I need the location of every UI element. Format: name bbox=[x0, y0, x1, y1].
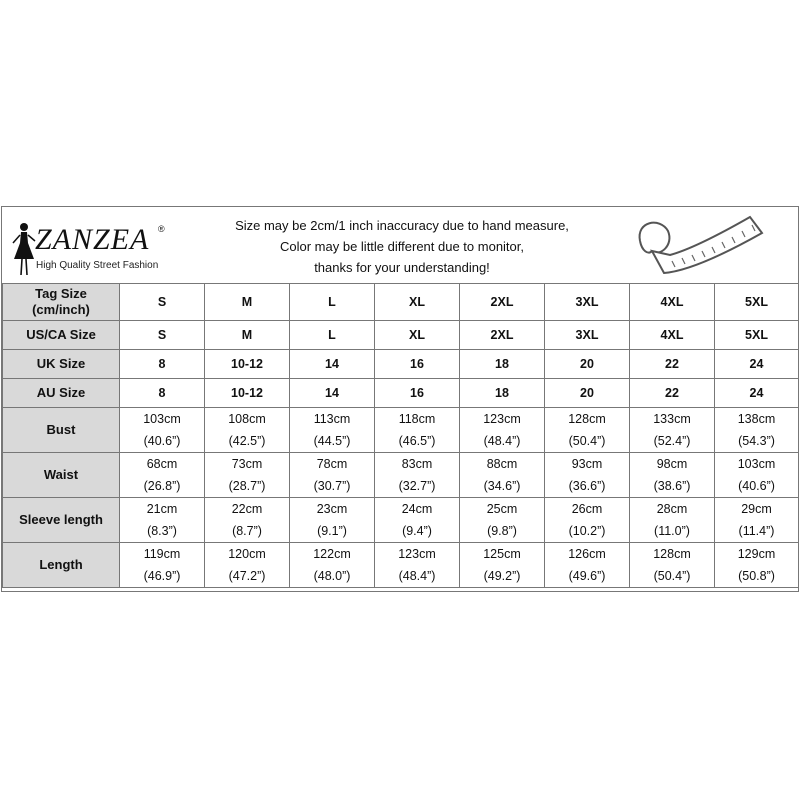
size-cell: 20 bbox=[545, 350, 630, 379]
cm-value: 83cm bbox=[401, 457, 433, 471]
cm-value: 25cm bbox=[486, 502, 518, 516]
size-cell: 2XL bbox=[460, 321, 545, 350]
measurement-row bbox=[3, 498, 799, 543]
inch-value: (46.9”) bbox=[143, 569, 181, 583]
cm-value: 103cm bbox=[143, 412, 181, 426]
cm-value: 108cm bbox=[228, 412, 266, 426]
measurement-cell bbox=[375, 408, 460, 453]
measurement-cell bbox=[630, 408, 715, 453]
measurement-cell bbox=[460, 543, 545, 588]
cm-value: 125cm bbox=[483, 547, 521, 561]
inch-value: (49.2”) bbox=[483, 569, 521, 583]
inch-value: (28.7”) bbox=[228, 479, 266, 493]
size-cell: 24 bbox=[715, 379, 799, 408]
cm-value: 24cm bbox=[401, 502, 433, 516]
measurement-cell bbox=[205, 543, 290, 588]
measurement-cell bbox=[120, 543, 205, 588]
measurement-cell bbox=[460, 408, 545, 453]
inch-value: (36.6”) bbox=[568, 479, 606, 493]
size-cell: XL bbox=[375, 321, 460, 350]
size-cell: 8 bbox=[120, 350, 205, 379]
inch-value: (52.4”) bbox=[653, 434, 691, 448]
cm-value: 28cm bbox=[656, 502, 688, 516]
cm-value: 120cm bbox=[228, 547, 266, 561]
cm-value: 126cm bbox=[568, 547, 606, 561]
size-cell: 22 bbox=[630, 379, 715, 408]
measurement-cell bbox=[545, 408, 630, 453]
cm-value: 129cm bbox=[737, 547, 776, 561]
inch-value: (54.3”) bbox=[738, 434, 775, 448]
measurement-cell bbox=[545, 453, 630, 498]
woman-silhouette-icon bbox=[10, 221, 38, 277]
inch-value: (26.8”) bbox=[143, 479, 181, 493]
measurement-cell bbox=[630, 543, 715, 588]
row-label: Bust bbox=[3, 408, 120, 453]
measurement-cell bbox=[630, 453, 715, 498]
cm-value: 103cm bbox=[737, 457, 776, 471]
inch-value: (32.7”) bbox=[398, 479, 436, 493]
inch-value: (46.5”) bbox=[398, 434, 436, 448]
measurement-cell bbox=[715, 408, 799, 453]
tag-label-line: (cm/inch) bbox=[32, 302, 90, 317]
size-cell: S bbox=[120, 321, 205, 350]
cm-value: 73cm bbox=[231, 457, 263, 471]
measurement-cell bbox=[375, 453, 460, 498]
inch-value: (47.2”) bbox=[228, 569, 266, 583]
cm-value: 133cm bbox=[653, 412, 691, 426]
inch-value: (38.6”) bbox=[653, 479, 691, 493]
inch-value: (9.1”) bbox=[317, 524, 347, 538]
chart-header bbox=[2, 207, 798, 284]
size-cell: 22 bbox=[630, 350, 715, 379]
measurement-cell bbox=[375, 498, 460, 543]
cm-value: 113cm bbox=[313, 412, 351, 426]
standard-size-row bbox=[3, 350, 799, 379]
measuring-tape-icon bbox=[630, 211, 772, 281]
size-header-cell: 5XL bbox=[715, 284, 799, 321]
cm-value: 119cm bbox=[143, 547, 181, 561]
size-header-cell: M bbox=[205, 284, 290, 321]
size-table bbox=[2, 283, 799, 588]
size-cell: 14 bbox=[290, 379, 375, 408]
inch-value: (9.8”) bbox=[487, 524, 517, 538]
cm-value: 68cm bbox=[146, 457, 178, 471]
size-cell: 8 bbox=[120, 379, 205, 408]
inch-value: (40.6”) bbox=[738, 479, 775, 493]
brand-logo bbox=[10, 215, 190, 277]
size-cell: 5XL bbox=[715, 321, 799, 350]
measurement-cell bbox=[460, 498, 545, 543]
size-cell: 24 bbox=[715, 350, 799, 379]
disclaimer-text bbox=[202, 215, 602, 278]
measurement-row bbox=[3, 453, 799, 498]
cm-value: 138cm bbox=[737, 412, 776, 426]
inch-value: (48.0”) bbox=[313, 569, 351, 583]
row-label: AU Size bbox=[3, 379, 120, 408]
inch-value: (50.4”) bbox=[653, 569, 691, 583]
size-cell: L bbox=[290, 321, 375, 350]
cm-value: 98cm bbox=[656, 457, 688, 471]
cm-value: 21cm bbox=[146, 502, 178, 516]
measurement-row bbox=[3, 408, 799, 453]
measurement-cell bbox=[460, 453, 545, 498]
size-cell: 14 bbox=[290, 350, 375, 379]
disclaimer-line: Color may be little different due to monitor, bbox=[280, 239, 524, 254]
inch-value: (50.4”) bbox=[568, 434, 606, 448]
cm-value: 23cm bbox=[316, 502, 348, 516]
measurement-row bbox=[3, 543, 799, 588]
row-label: US/CA Size bbox=[3, 321, 120, 350]
inch-value: (49.6”) bbox=[568, 569, 606, 583]
measurement-cell bbox=[630, 498, 715, 543]
brand-tagline: High Quality Street Fashion bbox=[36, 260, 159, 271]
inch-value: (30.7”) bbox=[313, 479, 351, 493]
measurement-cell bbox=[290, 453, 375, 498]
size-cell: 20 bbox=[545, 379, 630, 408]
size-cell: M bbox=[205, 321, 290, 350]
cm-value: 88cm bbox=[486, 457, 518, 471]
measurement-cell bbox=[290, 543, 375, 588]
disclaimer-line: thanks for your understanding! bbox=[314, 260, 490, 275]
cm-value: 122cm bbox=[313, 547, 351, 561]
inch-value: (40.6”) bbox=[143, 434, 181, 448]
size-cell: 4XL bbox=[630, 321, 715, 350]
row-label: UK Size bbox=[3, 350, 120, 379]
size-cell: 16 bbox=[375, 350, 460, 379]
inch-value: (9.4”) bbox=[402, 524, 432, 538]
measurement-cell bbox=[545, 543, 630, 588]
size-cell: 3XL bbox=[545, 321, 630, 350]
cm-value: 22cm bbox=[231, 502, 263, 516]
registered-mark: ® bbox=[158, 224, 165, 234]
cm-value: 128cm bbox=[568, 412, 606, 426]
size-cell: 18 bbox=[460, 379, 545, 408]
standard-size-row bbox=[3, 379, 799, 408]
measurement-cell bbox=[205, 408, 290, 453]
size-header-cell: L bbox=[290, 284, 375, 321]
measurement-cell bbox=[205, 498, 290, 543]
cm-value: 29cm bbox=[741, 502, 772, 516]
inch-value: (10.2”) bbox=[568, 524, 606, 538]
size-cell: 16 bbox=[375, 379, 460, 408]
size-header-cell: 3XL bbox=[545, 284, 630, 321]
cm-value: 123cm bbox=[398, 547, 436, 561]
measurement-cell bbox=[120, 498, 205, 543]
inch-value: (50.8”) bbox=[738, 569, 775, 583]
cm-value: 118cm bbox=[398, 412, 436, 426]
cm-value: 123cm bbox=[483, 412, 521, 426]
inch-value: (42.5”) bbox=[228, 434, 266, 448]
brand-name: ZANZEA bbox=[35, 223, 150, 256]
measurement-cell bbox=[120, 408, 205, 453]
cm-value: 78cm bbox=[316, 457, 348, 471]
inch-value: (8.7”) bbox=[232, 524, 262, 538]
measurement-cell bbox=[715, 498, 799, 543]
disclaimer-line: Size may be 2cm/1 inch inaccuracy due to hand measure, bbox=[235, 218, 569, 233]
standard-size-row bbox=[3, 321, 799, 350]
tag-size-row bbox=[3, 284, 799, 321]
size-header-cell: 2XL bbox=[460, 284, 545, 321]
cm-value: 128cm bbox=[653, 547, 691, 561]
size-cell: 18 bbox=[460, 350, 545, 379]
measurement-cell bbox=[290, 408, 375, 453]
inch-value: (44.5”) bbox=[313, 434, 351, 448]
cm-value: 93cm bbox=[571, 457, 603, 471]
measurement-cell bbox=[715, 543, 799, 588]
size-header-cell: 4XL bbox=[630, 284, 715, 321]
inch-value: (8.3”) bbox=[147, 524, 177, 538]
measurement-cell bbox=[205, 453, 290, 498]
row-label: Sleeve length bbox=[3, 498, 120, 543]
size-cell: 10-12 bbox=[205, 350, 290, 379]
inch-value: (48.4”) bbox=[483, 434, 521, 448]
measurement-cell bbox=[715, 453, 799, 498]
size-cell: 10-12 bbox=[205, 379, 290, 408]
size-header-cell: XL bbox=[375, 284, 460, 321]
inch-value: (11.4”) bbox=[738, 524, 775, 538]
row-label: Length bbox=[3, 543, 120, 588]
inch-value: (48.4”) bbox=[398, 569, 436, 583]
inch-value: (11.0”) bbox=[654, 524, 690, 538]
measurement-cell bbox=[545, 498, 630, 543]
cm-value: 26cm bbox=[571, 502, 603, 516]
measurement-cell bbox=[120, 453, 205, 498]
measurement-cell bbox=[290, 498, 375, 543]
row-label bbox=[3, 284, 120, 321]
measurement-cell bbox=[375, 543, 460, 588]
inch-value: (34.6”) bbox=[483, 479, 521, 493]
size-header-cell: S bbox=[120, 284, 205, 321]
row-label: Waist bbox=[3, 453, 120, 498]
size-chart bbox=[1, 206, 799, 592]
tag-label-line: Tag Size bbox=[35, 286, 87, 301]
